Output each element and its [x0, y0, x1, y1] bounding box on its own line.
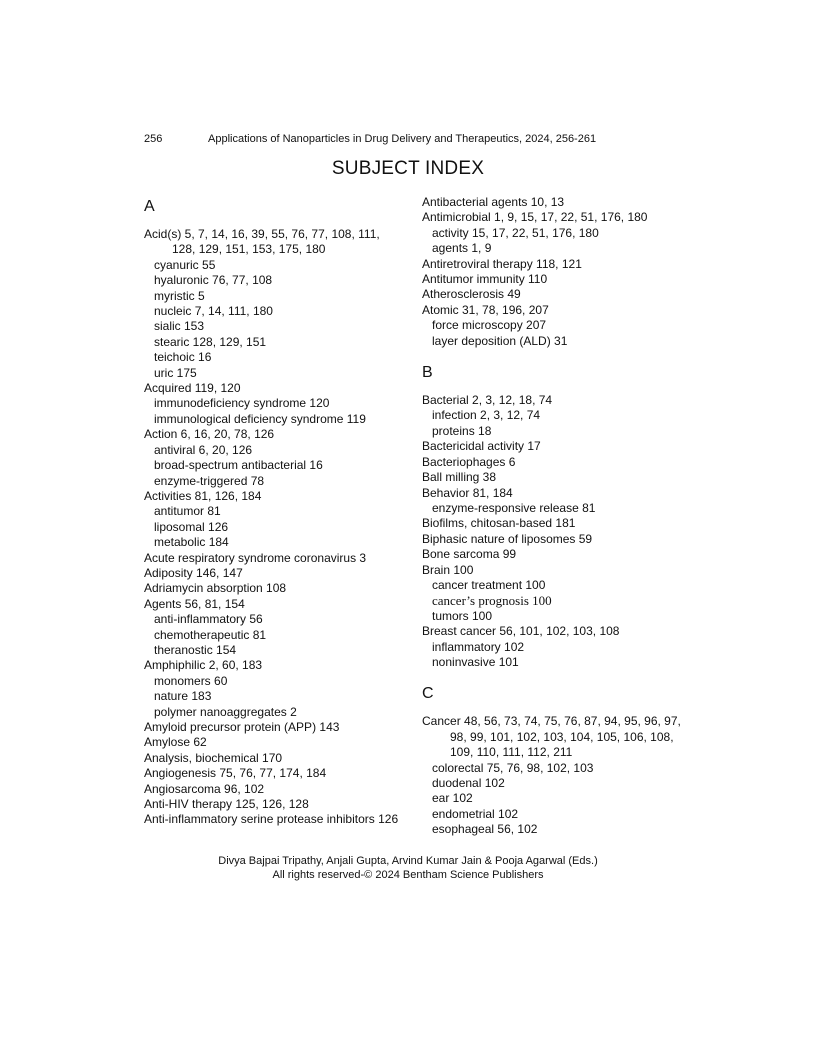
- index-entry: Bacteriophages 6: [422, 454, 516, 469]
- entry-list: [422, 393, 684, 670]
- index-entry: Activities 81, 126, 184: [144, 488, 262, 503]
- index-subentry: immunological deficiency syndrome 119: [154, 411, 366, 426]
- index-subentry: theranostic 154: [154, 642, 237, 657]
- index-subentry: cyanuric 55: [154, 257, 216, 272]
- index-entry: Anti-HIV therapy 125, 126, 128: [144, 797, 309, 812]
- index-entry: Biofilms, chitosan-based 181: [422, 516, 576, 531]
- index-subentry: enzyme-triggered 78: [154, 473, 265, 488]
- index-entry: Amphiphilic 2, 60, 183: [144, 658, 263, 673]
- index-subentry: force microscopy 207: [432, 318, 547, 333]
- page-title: SUBJECT INDEX: [331, 158, 485, 179]
- index-subentry: uric 175: [154, 365, 197, 380]
- index-entry: Antibacterial agents 10, 13: [422, 195, 565, 209]
- index-entry: Action 6, 16, 20, 78, 126: [144, 427, 275, 442]
- index-subentry: antiviral 6, 20, 126: [154, 442, 253, 457]
- index-subentry: esophageal 56, 102: [432, 822, 538, 837]
- index-subentry: sialic 153: [154, 319, 205, 334]
- index-subentry: proteins 18: [432, 423, 492, 438]
- index-subentry: enzyme-responsive release 81: [432, 500, 596, 515]
- index-entry: Analysis, biochemical 170: [144, 750, 283, 765]
- index-entry: Bone sarcoma 99: [422, 547, 517, 562]
- index-entry: Behavior 81, 184: [422, 485, 513, 500]
- index-entry: Atomic 31, 78, 196, 207: [422, 302, 549, 317]
- index-subentry: stearic 128, 129, 151: [154, 334, 267, 349]
- index-entry: Amyloid precursor protein (APP) 143: [144, 720, 340, 734]
- index-subentry: antitumor 81: [154, 504, 221, 519]
- footer: [0, 854, 816, 882]
- index-subentry: colorectal 75, 76, 98, 102, 103: [432, 760, 594, 775]
- index-subentry: polymer nanoaggregates 2: [154, 704, 297, 719]
- index-entry: Antiretroviral therapy 118, 121: [422, 256, 582, 271]
- index-subentry: layer deposition (ALD) 31: [432, 333, 568, 348]
- index-subentry: cancer’s prognosis 100: [432, 593, 552, 609]
- index-entry: Brain 100: [422, 562, 474, 577]
- index-subentry: tumors 100: [432, 608, 493, 623]
- index-subentry: nucleic 7, 14, 111, 180: [154, 304, 273, 319]
- index-subentry: cancer treatment 100: [432, 577, 546, 592]
- index-entry: Anti-inflammatory serine protease inhibitors 126: [144, 812, 399, 827]
- index-entry: Amylose 62: [144, 735, 207, 750]
- index-entry: Antitumor immunity 110: [422, 272, 548, 287]
- index-entry: Acquired 119, 120: [144, 381, 241, 396]
- index-entry: Breast cancer 56, 101, 102, 103, 108: [422, 624, 620, 639]
- footer-rights: All rights reserved-© 2024 Bentham Science Publishers: [272, 869, 544, 881]
- index-entry: Acid(s) 5, 7, 14, 16, 39, 55, 76, 77, 108, 111, 128, 129, 151, 153, 175, 180: [144, 227, 380, 257]
- entry-list: [422, 195, 684, 349]
- index-subentry: broad-spectrum antibacterial 16: [154, 458, 323, 473]
- running-title: Applications of Nanoparticles in Drug Delivery and Therapeutics, 2024, 256-261: [208, 133, 597, 145]
- index-subentry: anti-inflammatory 56: [154, 612, 263, 627]
- section-letter: A: [144, 198, 155, 215]
- page-number: 256: [144, 133, 163, 145]
- index-entry: Agents 56, 81, 154: [144, 596, 245, 611]
- index-subentry: duodenal 102: [432, 776, 505, 790]
- index-subentry: nature 183: [154, 689, 212, 704]
- index-entry: Cancer 48, 56, 73, 74, 75, 76, 87, 94, 95, 96, 97, 98, 99, 101, 102, 103, 104, 105, 106, 108, 109, 110, 111, 112, 211: [422, 714, 681, 760]
- index-subentry: liposomal 126: [154, 519, 229, 534]
- index-subentry: endometrial 102: [432, 806, 519, 821]
- index-entry: Biphasic nature of liposomes 59: [422, 531, 593, 546]
- index-subentry: teichoic 16: [154, 350, 212, 365]
- index-entry: Bactericidal activity 17: [422, 439, 541, 454]
- index-entry: Bacterial 2, 3, 12, 18, 74: [422, 393, 553, 408]
- index-entry: Adiposity 146, 147: [144, 565, 243, 580]
- index-subentry: immunodeficiency syndrome 120: [154, 396, 330, 411]
- index-entry: Antimicrobial 1, 9, 15, 17, 22, 51, 176, 180: [422, 210, 648, 225]
- index-entry: Ball milling 38: [422, 470, 497, 485]
- index-subentry: noninvasive 101: [432, 654, 519, 669]
- index-entry: Angiosarcoma 96, 102: [144, 781, 265, 796]
- index-subentry: activity 15, 17, 22, 51, 176, 180: [432, 225, 599, 240]
- index-entry: Adriamycin absorption 108: [144, 581, 287, 596]
- index-entry: Angiogenesis 75, 76, 77, 174, 184: [144, 766, 327, 781]
- index-subentry: infection 2, 3, 12, 74: [432, 408, 541, 423]
- section-letter: C: [422, 685, 434, 703]
- index-subentry: agents 1, 9: [432, 241, 492, 256]
- index-subentry: chemotherapeutic 81: [154, 627, 267, 642]
- index-subentry: metabolic 184: [154, 535, 229, 550]
- index-subentry: monomers 60: [154, 673, 228, 688]
- entry-list: [422, 714, 684, 837]
- left-column: [144, 195, 406, 828]
- index-subentry: ear 102: [432, 791, 473, 806]
- index-subentry: myristic 5: [154, 288, 205, 303]
- section-letter: B: [422, 364, 433, 382]
- footer-editors: Divya Bajpai Tripathy, Anjali Gupta, Arvind Kumar Jain & Pooja Agarwal (Eds.): [218, 855, 598, 867]
- entry-list: [144, 227, 406, 828]
- right-column: [422, 195, 684, 838]
- index-entry: Acute respiratory syndrome coronavirus 3: [144, 550, 367, 565]
- index-subentry: inflammatory 102: [432, 639, 525, 654]
- index-entry: Atherosclerosis 49: [422, 287, 521, 302]
- index-subentry: hyaluronic 76, 77, 108: [154, 273, 273, 288]
